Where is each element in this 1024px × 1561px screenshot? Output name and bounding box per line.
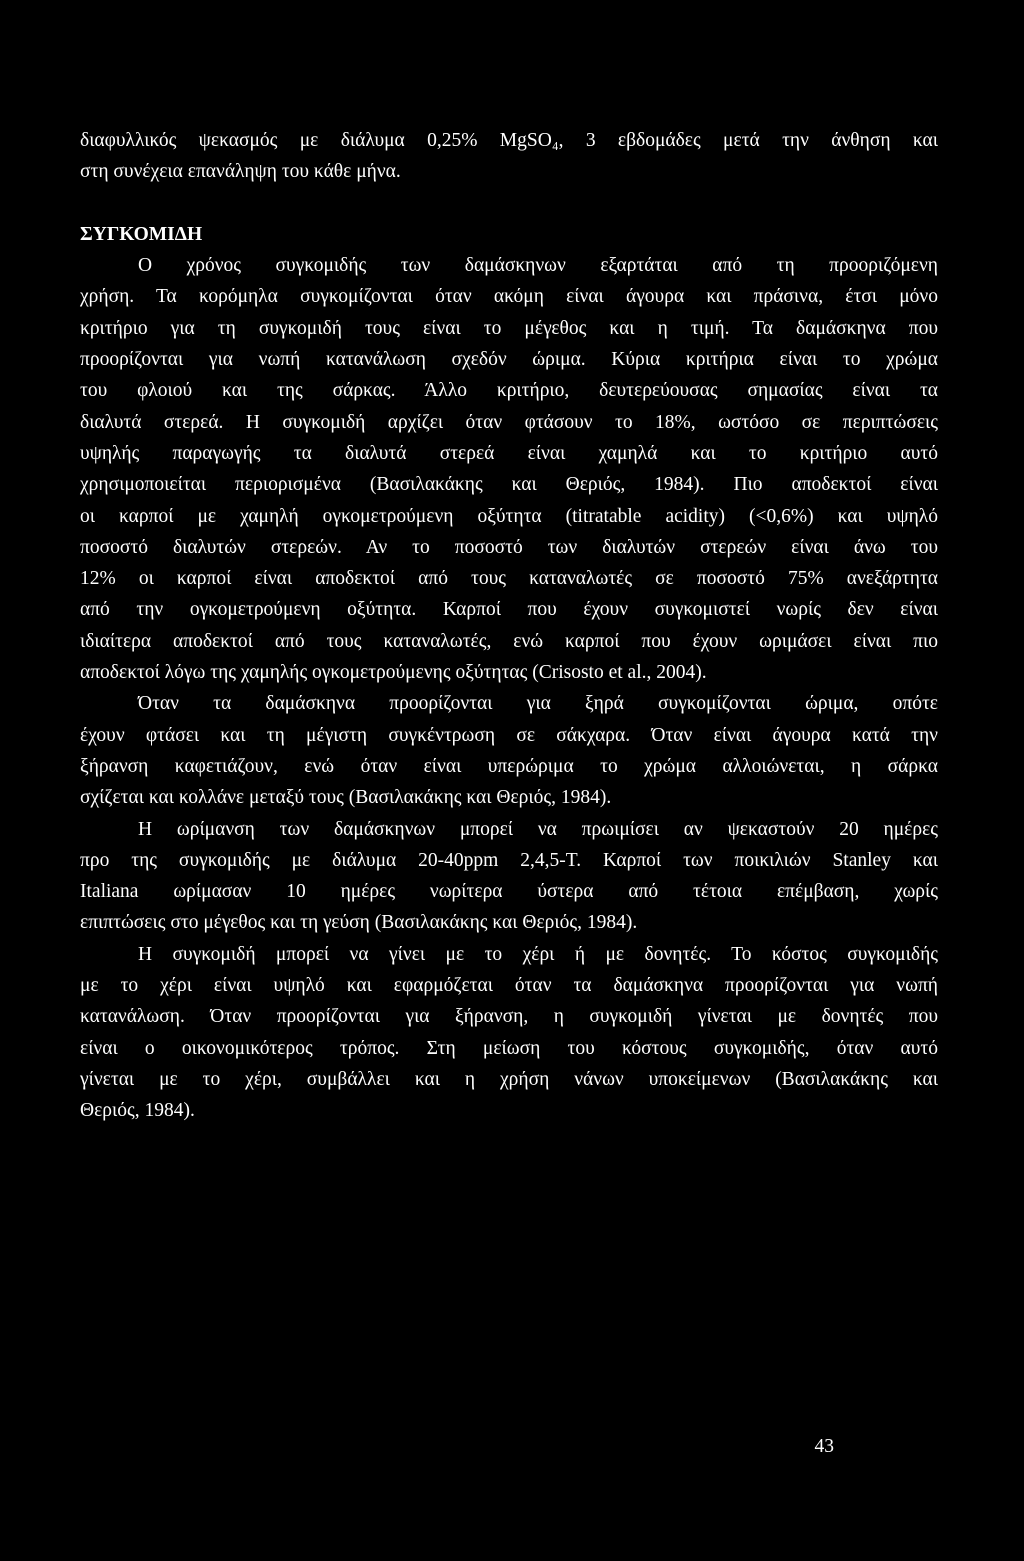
text-line: Η ωρίμανση των δαμάσκηνων μπορεί να πρωιμίσει αν ψεκαστούν 20 ημέρες	[138, 818, 938, 840]
text-line: 12% οι καρποί είναι αποδεκτοί από τους καταναλωτές σε ποσοστό 75% ανεξάρτητα	[80, 568, 938, 590]
text-line: είναι ο οικονομικότερος τρόπος. Στη μείωση του κόστους συγκομιδής, όταν αυτό	[80, 1037, 938, 1059]
paragraph-4	[80, 939, 938, 1127]
text-line: διαλυτά στερεά. Η συγκομιδή αρχίζει όταν φτάσουν το 18%, ωστόσο σε περιπτώσεις	[80, 411, 938, 433]
section-heading: ΣΥΓΚΟΜΙΔΗ	[80, 223, 203, 245]
text-line: κατανάλωση. Όταν προορίζονται για ξήρανση, η συγκομιδή γίνεται με δονητές που	[80, 1006, 938, 1028]
paragraph-1	[80, 250, 938, 688]
text-line: επιπτώσεις στο μέγεθος και τη γεύση (Βασιλακάκης και Θεριός, 1984).	[80, 912, 638, 934]
text-line: Όταν τα δαμάσκηνα προορίζονται για ξηρά συγκομίζονται ώριμα, οπότε	[138, 693, 938, 715]
text-line: του φλοιού και της σάρκας. Άλλο κριτήριο, δευτερεύουσας σημασίας είναι τα	[80, 380, 938, 402]
text-line: γίνεται με το χέρι, συμβάλλει και η χρήση νάνων υποκείμενων (Βασιλακάκης και	[80, 1068, 938, 1090]
text-line: έχουν φτάσει και τη μέγιστη συγκέντρωση σε σάκχαρα. Όταν είναι άγουρα κατά την	[80, 724, 938, 746]
text-line: Η συγκομιδή μπορεί να γίνει με το χέρι ή με δονητές. Το κόστος συγκομιδής	[138, 943, 938, 965]
text-line: ξήρανση καφετιάζουν, ενώ όταν είναι υπερώριμα το χρώμα αλλοιώνεται, η σάρκα	[80, 755, 938, 777]
paragraph-2	[80, 688, 938, 813]
text-line: οι καρποί με χαμηλή ογκομετρούμενη οξύτητα (titratable acidity) (<0,6%) και υψηλό	[80, 505, 938, 527]
text-line: υψηλής παραγωγής τα διαλυτά στερεά είναι χαμηλά και το κριτήριο αυτό	[80, 442, 938, 464]
text-line: χρησιμοποιείται περιορισμένα (Βασιλακάκης και Θεριός, 1984). Πιο αποδεκτοί είναι	[80, 474, 938, 496]
text-line: χρήση. Τα κορόμηλα συγκομίζονται όταν ακόμη είναι άγουρα και πράσινα, έτσι μόνο	[80, 286, 938, 308]
text-line: προορίζονται για νωπή κατανάλωση σχεδόν ώριμα. Κύρια κριτήρια είναι το χρώμα	[80, 349, 938, 371]
text-line: προ της συγκομιδής με διάλυμα 20-40ppm 2,4,5-T. Καρποί των ποικιλιών Stanley και	[80, 849, 938, 871]
text-line: στη συνέχεια επανάληψη του κάθε μήνα.	[80, 161, 401, 183]
text-line: από την ογκομετρούμενη οξύτητα. Καρποί που έχουν συγκομιστεί νωρίς δεν είναι	[80, 599, 938, 621]
text-line: κριτήριο για τη συγκομιδή τους είναι το μέγεθος και η τιμή. Τα δαμάσκηνα που	[80, 317, 938, 339]
text-line: ποσοστό διαλυτών στερεών. Αν το ποσοστό των διαλυτών στερεών είναι άνω του	[80, 536, 938, 558]
text-line: αποδεκτοί λόγω της χαμηλής ογκομετρούμενης οξύτητας (Crisosto et al., 2004).	[80, 662, 707, 684]
text-line: Italiana ωρίμασαν 10 ημέρες νωρίτερα ύστερα από τέτοια επέμβαση, χωρίς	[80, 881, 938, 903]
intro-paragraph	[80, 125, 938, 188]
document-page	[80, 125, 938, 1127]
text-line: Θεριός, 1984).	[80, 1100, 195, 1122]
text-line: με το χέρι είναι υψηλό και εφαρμόζεται όταν τα δαμάσκηνα προορίζονται για νωπή	[80, 975, 938, 997]
page-number: 43	[814, 1436, 834, 1457]
text-line: ιδιαίτερα αποδεκτοί από τους καταναλωτές, ενώ καρποί που έχουν ωριμάσει είναι πιο	[80, 630, 938, 652]
paragraph-3	[80, 814, 938, 939]
text-line: σχίζεται και κολλάνε μεταξύ τους (Βασιλακάκης και Θεριός, 1984).	[80, 787, 612, 809]
text-line: διαφυλλικός ψεκασμός με διάλυμα 0,25% MgSO₄, 3 εβδομάδες μετά την άνθηση και	[80, 130, 938, 151]
text-line: Ο χρόνος συγκομιδής των δαμάσκηνων εξαρτάται από τη προοριζόμενη	[138, 255, 938, 277]
